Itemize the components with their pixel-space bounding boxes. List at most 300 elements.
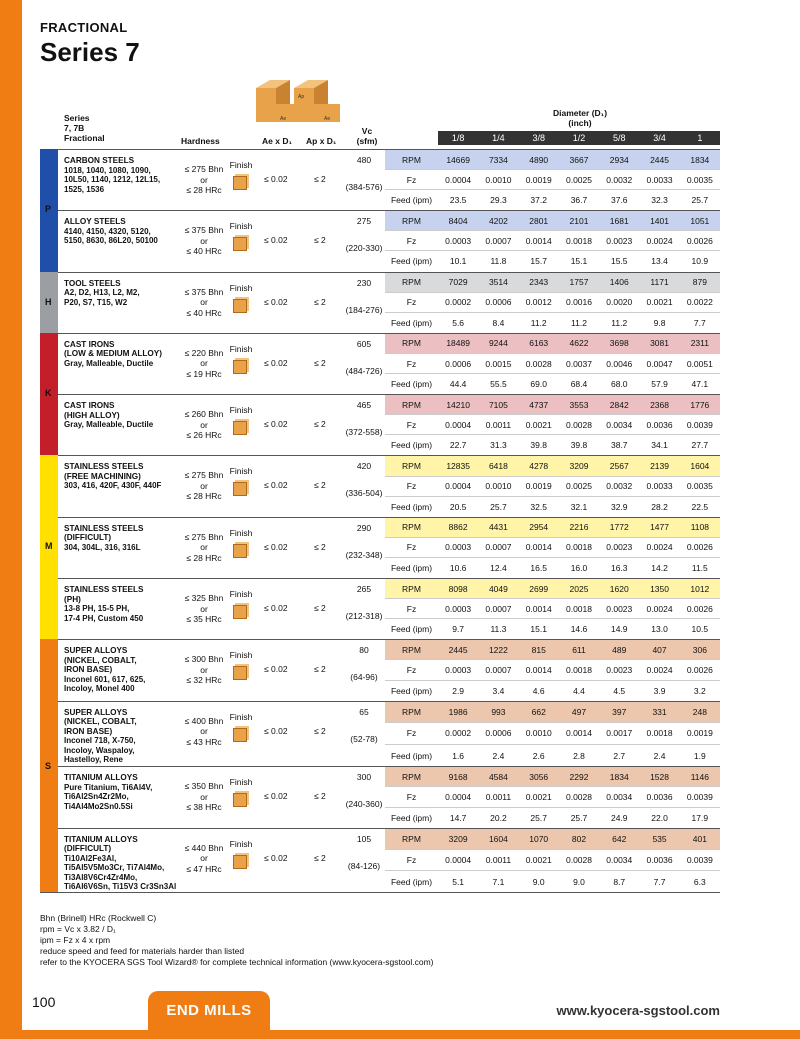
rpm-line: RPM 1986 993 662 497 397 331 248 — [385, 702, 720, 724]
rpm-line: RPM 14210 7105 4737 3553 2842 2368 1776 — [385, 395, 720, 415]
value-cell: 0.0036 — [646, 854, 673, 865]
value-cell: 16.5 — [530, 562, 547, 573]
value-cell: 0.0006 — [445, 358, 472, 369]
value-cell: 13.0 — [651, 624, 668, 635]
footnotes — [40, 913, 433, 968]
rpm-feed-grid — [385, 334, 720, 394]
value-cell: 0.0018 — [565, 664, 592, 675]
value-cell: 9168 — [448, 771, 468, 782]
value-cell: 4278 — [529, 461, 549, 472]
value-cell: 22.7 — [449, 440, 467, 451]
value-cell: 55.5 — [490, 379, 507, 390]
value-cell: 1171 — [650, 277, 669, 288]
value-cell: 397 — [612, 706, 627, 717]
feed-line: Feed (ipm) 1.6 2.4 2.6 2.8 2.7 2.4 1.9 — [385, 745, 720, 767]
value-cell: 306 — [692, 644, 707, 655]
value-cell: 1401 — [650, 215, 669, 226]
value-cell: 2934 — [609, 154, 629, 165]
hardness-value: ≤ 275 Bhn or ≤ 28 HRc — [184, 470, 224, 502]
value-cell: 0.0021 — [525, 791, 552, 802]
value-cell: 0.0039 — [686, 419, 713, 430]
value-cell: 9.0 — [573, 876, 585, 887]
value-cell: 1.6 — [452, 750, 465, 761]
rpm-feed-grid — [385, 767, 720, 827]
ae-value: ≤ 0.02 — [264, 791, 288, 802]
value-cell: 14.6 — [570, 624, 588, 635]
value-cell: 10.1 — [449, 256, 467, 267]
value-cell: 0.0021 — [525, 854, 552, 865]
value-cell: 0.0024 — [646, 542, 673, 553]
value-cell: 3209 — [448, 833, 468, 844]
value-cell: 8.7 — [613, 876, 626, 887]
ae-value: ≤ 0.02 — [264, 235, 288, 246]
rpm-feed-grid — [385, 579, 720, 639]
value-cell: 0.0026 — [686, 664, 713, 675]
dia-3-8: 3/8 — [532, 133, 545, 143]
value-cell: 11.2 — [611, 317, 628, 328]
feed-line: Feed (ipm) 10.6 12.4 16.5 16.0 16.3 14.2 11.5 — [385, 558, 720, 578]
value-cell: 0.0014 — [525, 235, 552, 246]
finish-label: Finish — [229, 466, 253, 477]
value-cell: 0.0021 — [646, 297, 673, 308]
value-cell: 9.7 — [452, 624, 465, 635]
material-row — [40, 517, 720, 578]
value-cell: 0.0026 — [686, 235, 713, 246]
ap-value: ≤ 2 — [314, 541, 326, 552]
finish-label: Finish — [229, 405, 253, 416]
value-cell: 0.0033 — [646, 481, 673, 492]
value-cell: 2954 — [529, 522, 549, 533]
value-cell: 38.7 — [610, 440, 628, 451]
value-cell: 0.0014 — [525, 664, 552, 675]
value-cell: 4737 — [529, 399, 549, 410]
material-name: TOOL STEELS A2, D2, H13, L2, M2, P20, S7, T15, W2 — [64, 278, 140, 307]
value-cell: 1406 — [609, 277, 629, 288]
finish-label: Finish — [229, 838, 253, 849]
value-cell: 25.7 — [530, 812, 547, 823]
website-url: www.kyocera-sgstool.com — [556, 1003, 720, 1018]
value-cell: 0.0032 — [606, 481, 633, 492]
material-row — [40, 149, 720, 210]
value-cell: 31.3 — [490, 440, 507, 451]
value-cell: 0.0034 — [606, 419, 633, 430]
material-row — [40, 333, 720, 394]
ap-value: ≤ 2 — [314, 603, 326, 614]
note-line: ipm = Fz x 4 x rpm — [40, 935, 111, 945]
value-cell: 0.0018 — [565, 603, 592, 614]
value-cell: 36.7 — [570, 195, 588, 206]
value-cell: 0.0012 — [525, 297, 552, 308]
value-cell: 0.0010 — [485, 174, 512, 185]
ae-header: Ae x D₁ — [262, 136, 292, 146]
value-cell: 2801 — [529, 215, 549, 226]
material-group-band — [40, 455, 58, 516]
value-cell: 7105 — [488, 399, 508, 410]
value-cell: 0.0014 — [525, 542, 552, 553]
value-cell: 2842 — [609, 399, 629, 410]
value-cell: 0.0024 — [646, 664, 673, 675]
ap-value: ≤ 2 — [314, 174, 326, 184]
rpm-feed-grid — [385, 150, 720, 210]
rpm-line: RPM 8098 4049 2699 2025 1620 1350 1012 — [385, 579, 720, 599]
value-cell: 4431 — [488, 522, 508, 533]
finish-label: Finish — [229, 527, 253, 538]
material-group-band — [40, 701, 58, 767]
value-cell: 3698 — [609, 338, 629, 349]
value-cell: 32.3 — [651, 195, 668, 206]
material-group-band — [40, 828, 58, 893]
value-cell: 16.3 — [610, 562, 628, 573]
value-cell: 1070 — [529, 833, 549, 844]
value-cell: 1604 — [488, 833, 508, 844]
material-name: CAST IRONS (HIGH ALLOY) Gray, Malleable, Ductile — [64, 401, 154, 430]
value-cell: 0.0011 — [485, 854, 512, 865]
ap-value: ≤ 2 — [314, 235, 326, 246]
value-cell: 1834 — [609, 771, 629, 782]
value-cell: 0.0047 — [646, 358, 673, 369]
value-cell: 1834 — [690, 154, 710, 165]
hardness-value: ≤ 440 Bhn or ≤ 47 HRc — [184, 842, 224, 874]
material-name: TITANIUM ALLOYS (DIFFICULT) Ti10Al2Fe3Al, Ti5Al5V5Mo3Cr, Ti7Al4Mo, Ti3Al8V6Cr4Zr4Mo, Ti6Al6V6Sn, Ti15V3 Cr3Sn3Al — [64, 834, 177, 892]
value-cell: 11.8 — [490, 256, 507, 267]
value-cell: 0.0026 — [686, 542, 713, 553]
value-cell: 0.0028 — [525, 358, 552, 369]
value-cell: 14669 — [446, 154, 470, 165]
value-cell: 0.0028 — [565, 419, 592, 430]
value-cell: 489 — [612, 644, 627, 655]
value-cell: 0.0004 — [445, 481, 472, 492]
value-cell: 2311 — [690, 338, 709, 349]
value-cell: 0.0024 — [646, 603, 673, 614]
vc-value: 275 (220-330) — [345, 216, 383, 254]
value-cell: 2445 — [448, 644, 468, 655]
value-cell: 22.0 — [651, 812, 668, 823]
value-cell: 3.2 — [693, 685, 706, 696]
hardness-value: ≤ 220 Bhn or ≤ 19 HRc — [184, 347, 224, 379]
ap-header: Ap x D₁ — [306, 136, 337, 146]
feed-line: Feed (ipm) 22.7 31.3 39.8 39.8 38.7 34.1 27.7 — [385, 435, 720, 455]
feed-line: Feed (ipm) 2.9 3.4 4.6 4.4 4.5 3.9 3.2 — [385, 681, 720, 701]
feed-line: Feed (ipm) 23.5 29.3 37.2 36.7 37.6 32.3 25.7 — [385, 190, 720, 210]
value-cell: 2.8 — [573, 750, 585, 761]
material-group-letter: H — [45, 296, 52, 307]
value-cell: 0.0003 — [445, 603, 472, 614]
finish-label: Finish — [229, 343, 253, 354]
feed-line: Feed (ipm) 9.7 11.3 15.1 14.6 14.9 13.0 10.5 — [385, 619, 720, 639]
value-cell: 0.0028 — [565, 791, 592, 802]
value-cell: 0.0020 — [606, 297, 633, 308]
value-cell: 37.2 — [530, 195, 547, 206]
ae-value: ≤ 0.02 — [264, 664, 288, 675]
speeds-feeds-table — [40, 149, 720, 893]
vc-value: 230 (184-276) — [345, 277, 383, 315]
value-cell: 0.0014 — [565, 728, 592, 739]
value-cell: 4584 — [488, 771, 508, 782]
dia-1-8: 1/8 — [451, 133, 465, 143]
value-cell: 0.0019 — [686, 728, 713, 739]
dia-1-4: 1/4 — [492, 133, 505, 143]
ae-value: ≤ 0.02 — [264, 480, 288, 491]
hardness-value: ≤ 275 Bhn or ≤ 28 HRc — [184, 531, 224, 563]
value-cell: 0.0007 — [485, 235, 512, 246]
ap-value: ≤ 2 — [314, 480, 326, 491]
value-cell: 1222 — [488, 644, 508, 655]
value-cell: 14.9 — [610, 624, 628, 635]
material-group-letter: S — [45, 760, 52, 771]
finish-icon — [233, 299, 247, 313]
value-cell: 0.0032 — [606, 174, 633, 185]
value-cell: 2025 — [569, 583, 589, 594]
value-cell: 9.0 — [532, 876, 545, 887]
value-cell: 0.0011 — [485, 791, 512, 802]
rpm-line: RPM 2445 1222 815 611 489 407 306 — [385, 640, 720, 660]
finish-label: Finish — [229, 650, 253, 661]
value-cell: 0.0007 — [485, 603, 512, 614]
value-cell: 0.0017 — [606, 728, 633, 739]
fz-line: Fz 0.0002 0.0006 0.0010 0.0014 0.0017 0.0018 0.0019 — [385, 723, 720, 745]
dia-1: 1 — [697, 133, 703, 143]
value-cell: 0.0028 — [565, 854, 592, 865]
value-cell: 1757 — [569, 277, 589, 288]
value-cell: 14210 — [446, 399, 470, 410]
finish-icon — [233, 855, 247, 869]
finish-label: Finish — [229, 221, 253, 232]
material-group-band — [40, 394, 58, 455]
value-cell: 20.2 — [490, 812, 507, 823]
ae-value: ≤ 0.02 — [264, 357, 288, 368]
value-cell: 0.0046 — [606, 358, 633, 369]
value-cell: 3.4 — [492, 685, 505, 696]
ae-value: ≤ 0.02 — [264, 603, 288, 614]
finish-label: Finish — [229, 777, 253, 788]
value-cell: 0.0026 — [686, 603, 713, 614]
value-cell: 23.5 — [449, 195, 467, 206]
value-cell: 14.2 — [651, 562, 668, 573]
value-cell: 1528 — [650, 771, 669, 782]
hardness-value: ≤ 260 Bhn or ≤ 26 HRc — [184, 409, 224, 441]
dia-3-4: 3/4 — [653, 133, 666, 143]
vc-value: 480 (384-576) — [345, 155, 383, 192]
value-cell: 37.6 — [610, 195, 628, 206]
value-cell: 0.0033 — [646, 174, 673, 185]
page-number: 100 — [32, 994, 56, 1010]
value-cell: 2216 — [569, 522, 589, 533]
value-cell: 2.7 — [613, 750, 626, 761]
note-line: rpm = Vc x 3.82 / D₁ — [40, 924, 116, 934]
value-cell: 4.6 — [532, 685, 545, 696]
rpm-feed-grid — [385, 211, 720, 271]
value-cell: 7.1 — [492, 876, 505, 887]
value-cell: 3.9 — [653, 685, 666, 696]
value-cell: 24.9 — [610, 812, 628, 823]
value-cell: 2343 — [529, 277, 549, 288]
value-cell: 25.7 — [570, 812, 588, 823]
vc-value: 605 (484-726) — [345, 338, 383, 376]
ae-value: ≤ 0.02 — [264, 852, 288, 863]
value-cell: 0.0036 — [646, 419, 673, 430]
value-cell: 11.2 — [571, 317, 587, 328]
value-cell: 15.7 — [530, 256, 547, 267]
value-cell: 0.0023 — [606, 542, 633, 553]
ap-value: ≤ 2 — [314, 791, 326, 802]
value-cell: 11.5 — [691, 562, 708, 573]
value-cell: 39.8 — [530, 440, 547, 451]
value-cell: 47.1 — [691, 379, 709, 390]
finish-icon — [233, 360, 247, 374]
ap-value: ≤ 2 — [314, 296, 326, 307]
value-cell: 1776 — [690, 399, 710, 410]
value-cell: 0.0019 — [525, 481, 552, 492]
value-cell: 0.0003 — [445, 542, 472, 553]
value-cell: 0.0039 — [686, 791, 713, 802]
note-line: refer to the KYOCERA SGS Tool Wizard® for complete technical information (www.kyocera-sgstool.com) — [40, 957, 434, 967]
material-row — [40, 394, 720, 455]
value-cell: 1772 — [609, 522, 629, 533]
value-cell: 0.0021 — [525, 419, 552, 430]
finish-icon — [233, 793, 247, 807]
material-name: CARBON STEELS 1018, 1040, 1080, 1090, 10L50, 1140, 1212, 12L15, 1525, 1536 — [64, 156, 161, 194]
feed-line: Feed (ipm) 10.1 11.8 15.7 15.1 15.5 13.4 10.9 — [385, 251, 720, 271]
vc-value: 290 (232-348) — [345, 522, 383, 560]
value-cell: 993 — [491, 706, 506, 717]
page-kicker: FRACTIONAL — [40, 20, 128, 35]
value-cell: 1146 — [690, 771, 709, 782]
value-cell: 0.0018 — [646, 728, 673, 739]
value-cell: 25.7 — [691, 195, 709, 206]
value-cell: 0.0002 — [445, 297, 472, 308]
value-cell: 0.0015 — [485, 358, 512, 369]
material-group-band — [40, 149, 58, 210]
value-cell: 13.4 — [651, 256, 668, 267]
value-cell: 0.0010 — [525, 728, 552, 739]
value-cell: 401 — [692, 833, 707, 844]
value-cell: 2101 — [569, 215, 589, 226]
value-cell: 0.0003 — [445, 235, 472, 246]
dia-5-8: 5/8 — [613, 133, 626, 143]
finish-icon — [233, 421, 247, 435]
fz-line: Fz 0.0004 0.0011 0.0021 0.0028 0.0034 0.0036 0.0039 — [385, 787, 720, 807]
material-row — [40, 701, 720, 767]
value-cell: 815 — [531, 644, 546, 655]
value-cell: 0.0023 — [606, 603, 633, 614]
value-cell: 0.0035 — [686, 174, 713, 185]
value-cell: 2.6 — [532, 750, 545, 761]
ae-label-right: Ae — [324, 116, 331, 122]
value-cell: 0.0025 — [565, 481, 592, 492]
value-cell: 1681 — [609, 215, 629, 226]
hardness-value: ≤ 275 Bhn or ≤ 28 HRc — [184, 164, 224, 195]
ae-value: ≤ 0.02 — [264, 296, 288, 307]
value-cell: 802 — [571, 833, 587, 844]
value-cell: 0.0004 — [445, 419, 472, 430]
value-cell: 331 — [652, 706, 667, 717]
value-cell: 0.0004 — [445, 854, 472, 865]
value-cell: 1477 — [650, 522, 669, 533]
rpm-feed-grid — [385, 273, 720, 333]
material-group-letter: K — [45, 388, 52, 398]
fz-line: Fz 0.0003 0.0007 0.0014 0.0018 0.0023 0.0024 0.0026 — [385, 660, 720, 680]
value-cell: 0.0006 — [485, 728, 512, 739]
value-cell: 0.0016 — [565, 297, 592, 308]
value-cell: 1012 — [690, 583, 710, 594]
value-cell: 0.0006 — [485, 297, 512, 308]
note-line: reduce speed and feed for materials harder than listed — [40, 946, 245, 956]
value-cell: 0.0039 — [686, 854, 713, 865]
value-cell: 9244 — [488, 338, 508, 349]
value-cell: 4890 — [529, 154, 549, 165]
material-name: SUPER ALLOYS (NICKEL, COBALT, IRON BASE) Inconel 718, X-750, Incoloy, Waspaloy, Hastelloy, Rene — [64, 707, 137, 765]
value-cell: 7029 — [448, 277, 468, 288]
material-group-band — [40, 333, 58, 394]
value-cell: 7.7 — [653, 876, 666, 887]
value-cell: 0.0011 — [485, 419, 512, 430]
value-cell: 3209 — [569, 461, 589, 472]
value-cell: 12835 — [446, 461, 470, 472]
vc-value: 465 (372-558) — [345, 400, 383, 438]
hardness-value: ≤ 325 Bhn or ≤ 35 HRc — [184, 593, 224, 625]
fz-line: Fz 0.0003 0.0007 0.0014 0.0018 0.0023 0.0024 0.0026 — [385, 231, 720, 251]
value-cell: 3081 — [650, 338, 669, 349]
value-cell: 0.0010 — [485, 481, 512, 492]
fz-line: Fz 0.0004 0.0011 0.0021 0.0028 0.0034 0.0036 0.0039 — [385, 850, 720, 871]
finish-icon — [233, 666, 247, 680]
value-cell: 6163 — [529, 338, 549, 349]
value-cell: 2699 — [529, 583, 549, 594]
value-cell: 248 — [692, 706, 707, 717]
value-cell: 1.9 — [693, 750, 706, 761]
finish-icon — [233, 237, 247, 251]
value-cell: 4202 — [488, 215, 508, 226]
value-cell: 15.1 — [530, 624, 547, 635]
vc-value: 105 (84-126) — [347, 833, 381, 871]
feed-line: Feed (ipm) 14.7 20.2 25.7 25.7 24.9 22.0 17.9 — [385, 808, 720, 828]
value-cell: 0.0023 — [606, 235, 633, 246]
value-cell: 29.3 — [490, 195, 507, 206]
fz-line: Fz 0.0003 0.0007 0.0014 0.0018 0.0023 0.0024 0.0026 — [385, 538, 720, 558]
material-name: SUPER ALLOYS (NICKEL, COBALT, IRON BASE) Inconel 601, 617, 625, Incoloy, Monel 400 — [64, 646, 146, 694]
value-cell: 18489 — [446, 338, 470, 349]
value-cell: 8404 — [448, 215, 468, 226]
value-cell: 0.0004 — [445, 174, 472, 185]
finish-icon — [233, 176, 247, 190]
value-cell: 0.0018 — [565, 542, 592, 553]
ap-value: ≤ 2 — [314, 357, 326, 368]
series-header: Series 7, 7B Fractional — [64, 113, 105, 143]
value-cell: 7.7 — [693, 317, 706, 328]
rpm-line: RPM 7029 3514 2343 1757 1406 1171 879 — [385, 273, 720, 293]
value-cell: 535 — [652, 833, 667, 844]
hardness-value: ≤ 300 Bhn or ≤ 32 HRc — [184, 654, 224, 686]
value-cell: 2445 — [650, 154, 669, 165]
value-cell: 662 — [531, 706, 546, 717]
value-cell: 6.3 — [693, 876, 706, 887]
hardness-value: ≤ 375 Bhn or ≤ 40 HRc — [184, 286, 224, 318]
rpm-feed-grid — [385, 395, 720, 455]
value-cell: 0.0051 — [686, 358, 713, 369]
value-cell: 15.1 — [570, 256, 588, 267]
dia-1-2: 1/2 — [572, 133, 586, 143]
value-cell: 611 — [572, 644, 586, 655]
value-cell: 6418 — [488, 461, 508, 472]
value-cell: 27.7 — [691, 440, 709, 451]
material-row — [40, 639, 720, 700]
value-cell: 0.0036 — [646, 791, 673, 802]
rpm-feed-grid — [385, 702, 720, 767]
rpm-line: RPM 9168 4584 3056 2292 1834 1528 1146 — [385, 767, 720, 787]
rpm-line: RPM 3209 1604 1070 802 642 535 401 — [385, 829, 720, 850]
material-name: STAINLESS STEELS (FREE MACHINING) 303, 416, 420F, 430F, 440F — [64, 462, 162, 491]
value-cell: 2368 — [650, 399, 669, 410]
